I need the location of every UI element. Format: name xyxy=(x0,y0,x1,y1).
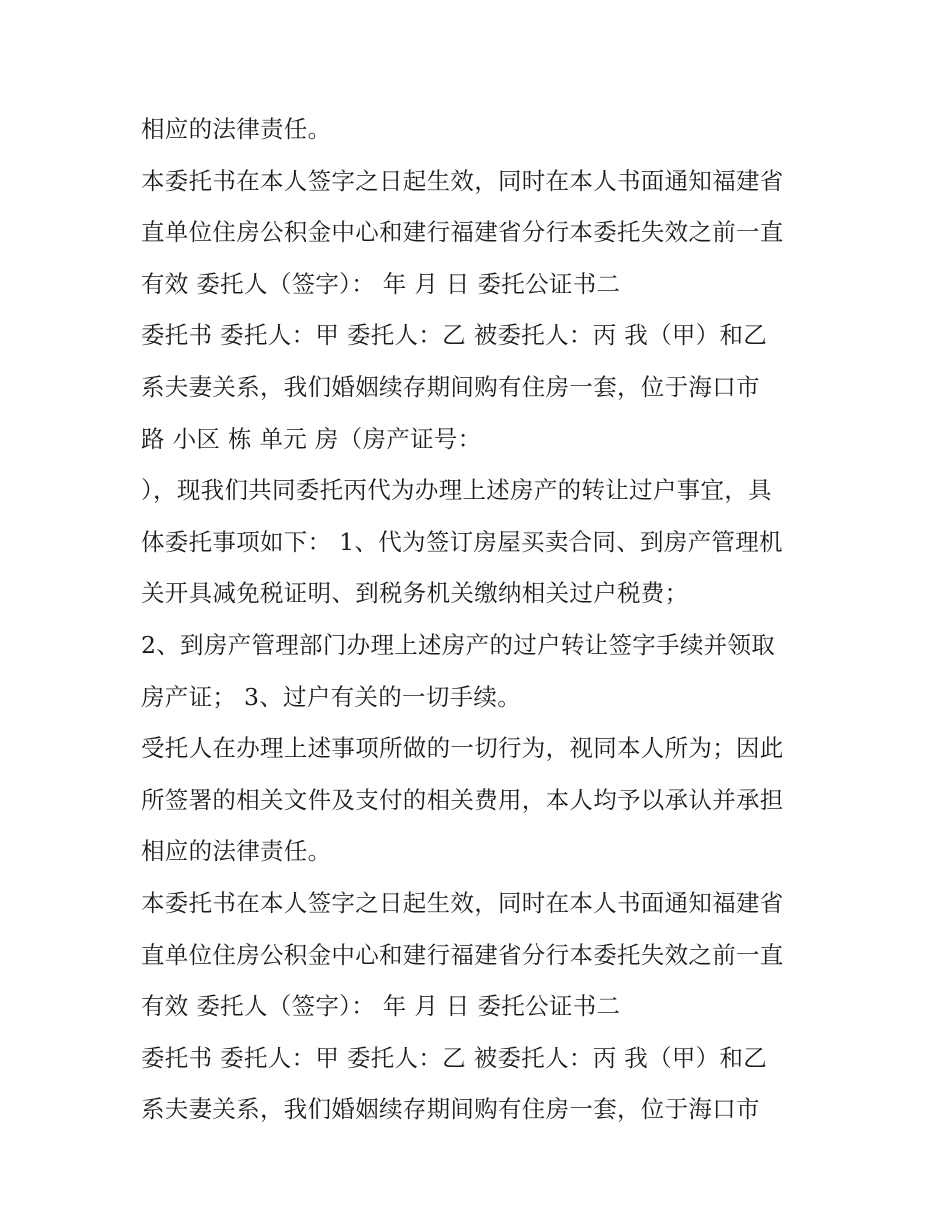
text-line: ），现我们共同委托丙代为办理上述房产的转让过户事宜，具 xyxy=(141,476,772,505)
text-line: 系夫妻关系，我们婚姻续存期间购有住房一套，位于海口市 xyxy=(141,372,760,401)
text-line: 有效 委托人（签字）： 年 月 日 委托公证书二 xyxy=(141,269,621,298)
text-line: 系夫妻关系，我们婚姻续存期间购有住房一套，位于海口市 xyxy=(141,1095,760,1124)
text-line: 所签署的相关文件及支付的相关费用，本人均予以承认并承担 xyxy=(141,785,784,814)
text-line: 委托书 委托人：甲 委托人：乙 被委托人：丙 我（甲）和乙 xyxy=(141,1043,768,1072)
text-line: 体委托事项如下： 1、代为签订房屋买卖合同、到房产管理机 xyxy=(141,527,783,556)
text-line: 直单位住房公积金中心和建行福建省分行本委托失效之前一直 xyxy=(141,940,784,969)
text-line: 有效 委托人（签字）： 年 月 日 委托公证书二 xyxy=(141,992,621,1021)
text-line: 2、到房产管理部门办理上述房产的过户转让签字手续并领取 xyxy=(141,630,776,659)
text-line: 相应的法律责任。 xyxy=(141,837,332,866)
text-line: 相应的法律责任。 xyxy=(141,115,332,143)
text-line: 关开具减免税证明、到税务机关缴纳相关过户税费； xyxy=(141,579,689,608)
text-line: 受托人在办理上述事项所做的一切行为，视同本人所为；因此 xyxy=(141,734,784,763)
text-line: 委托书 委托人：甲 委托人：乙 被委托人：丙 我（甲）和乙 xyxy=(141,321,768,350)
text-line: 本委托书在本人签字之日起生效，同时在本人书面通知福建省 xyxy=(141,166,784,195)
text-line: 直单位住房公积金中心和建行福建省分行本委托失效之前一直 xyxy=(141,218,784,247)
text-line: 路 小区 栋 单元 房（房产证号： xyxy=(141,424,482,453)
text-line: 房产证； 3、过户有关的一切手续。 xyxy=(141,682,522,711)
document-body xyxy=(141,104,821,1136)
text-line: 本委托书在本人签字之日起生效，同时在本人书面通知福建省 xyxy=(141,888,784,917)
